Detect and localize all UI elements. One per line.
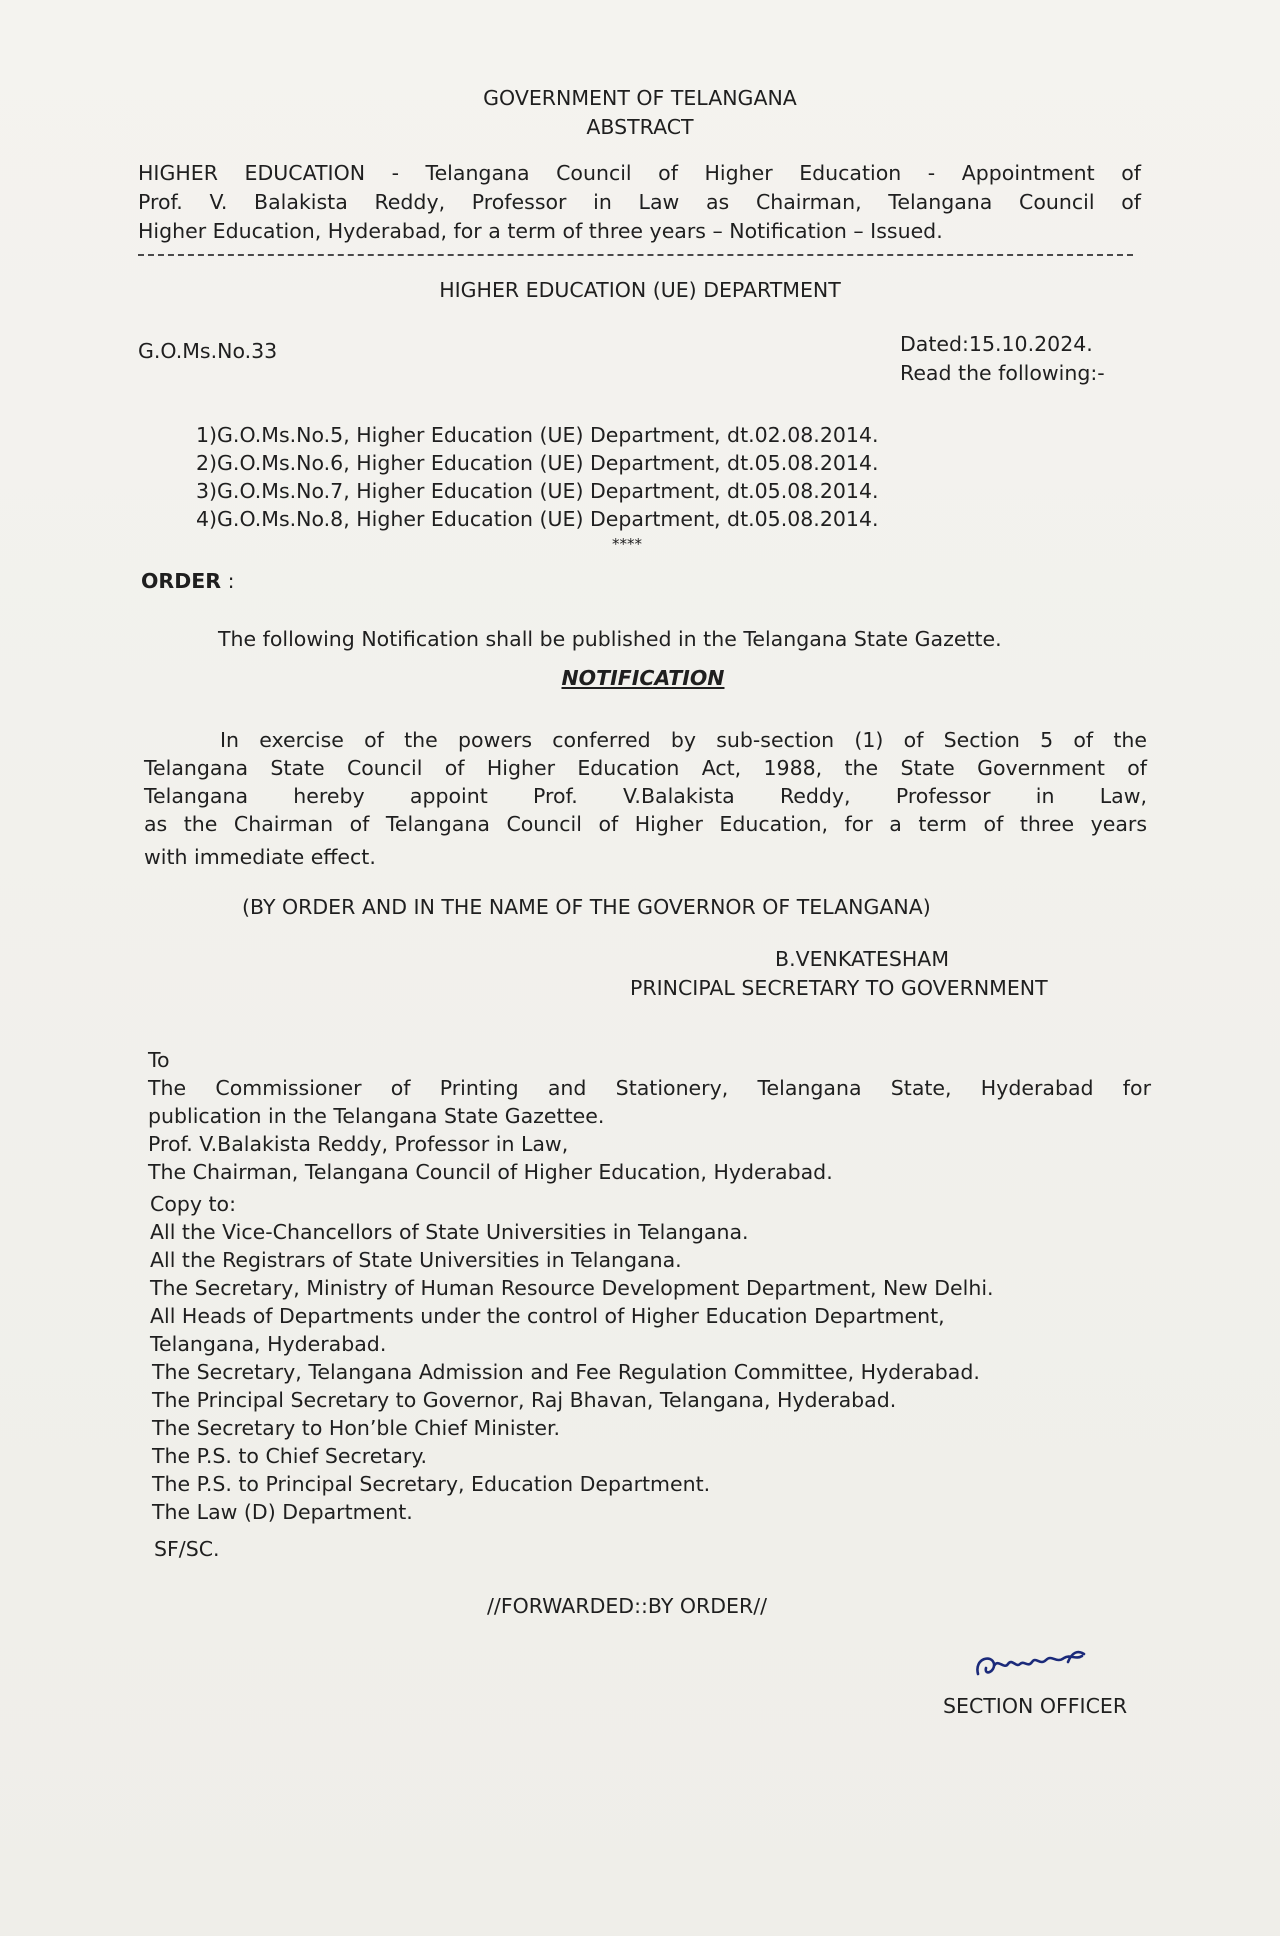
recipient-line: The Chairman, Telangana Council of Higher Education, Hyderabad. <box>148 1160 833 1184</box>
dashed-divider <box>138 254 1133 256</box>
signatory-title: PRINCIPAL SECRETARY TO GOVERNMENT <box>630 976 1048 1000</box>
recipient-line: Prof. V.Balakista Reddy, Professor in Law, <box>148 1132 569 1156</box>
copy-to-label: Copy to: <box>150 1192 237 1216</box>
to-label: To <box>148 1048 170 1072</box>
subject-line: HIGHER EDUCATION - Telangana Council of Higher Education - Appointment of <box>138 161 1141 185</box>
separator-stars: **** <box>612 535 642 553</box>
notification-title: NOTIFICATION <box>561 666 725 690</box>
subject-line: Higher Education, Hyderabad, for a term of three years – Notification – Issued. <box>138 219 943 243</box>
recipient-line: publication in the Telangana State Gazettee. <box>148 1104 605 1128</box>
signatory-name: B.VENKATESHAM <box>775 947 950 971</box>
reference-item: 4)G.O.Ms.No.8, Higher Education (UE) Department, dt.05.08.2014. <box>196 507 879 531</box>
notification-line: with immediate effect. <box>144 845 376 869</box>
by-order-line: (BY ORDER AND IN THE NAME OF THE GOVERNOR OF TELANGANA) <box>242 895 931 919</box>
forwarded-line: //FORWARDED::BY ORDER// <box>487 1594 768 1618</box>
recipient-line: The Commissioner of Printing and Stationery, Telangana State, Hyderabad for <box>148 1076 1151 1100</box>
section-officer-label: SECTION OFFICER <box>943 1694 1128 1718</box>
copy-to-item: The P.S. to Principal Secretary, Education Department. <box>152 1472 711 1496</box>
copy-to-item: The Secretary to Hon’ble Chief Minister. <box>152 1416 561 1440</box>
copy-to-item: The Secretary, Telangana Admission and Fee Regulation Committee, Hyderabad. <box>152 1360 980 1384</box>
go-number: G.O.Ms.No.33 <box>138 339 278 363</box>
notification-line: In exercise of the powers conferred by sub-section (1) of Section 5 of the <box>220 728 1147 752</box>
copy-to-item: The P.S. to Chief Secretary. <box>152 1444 428 1468</box>
handwritten-signature-icon <box>972 1640 1122 1690</box>
copy-to-item: Telangana, Hyderabad. <box>150 1332 387 1356</box>
order-text: The following Notification shall be published in the Telangana State Gazette. <box>218 627 1002 651</box>
department-heading: HIGHER EDUCATION (UE) DEPARTMENT <box>439 278 841 302</box>
copy-to-item: SF/SC. <box>154 1537 220 1561</box>
read-following: Read the following:- <box>900 361 1105 385</box>
reference-item: 1)G.O.Ms.No.5, Higher Education (UE) Department, dt.02.08.2014. <box>196 423 879 447</box>
copy-to-item: The Principal Secretary to Governor, Raj Bhavan, Telangana, Hyderabad. <box>152 1388 897 1412</box>
order-colon: : <box>227 569 235 593</box>
government-heading: GOVERNMENT OF TELANGANA <box>483 86 797 110</box>
order-label: ORDER <box>141 569 222 593</box>
copy-to-item: All the Registrars of State Universities in Telangana. <box>150 1248 682 1272</box>
copy-to-item: The Law (D) Department. <box>152 1500 413 1524</box>
reference-item: 2)G.O.Ms.No.6, Higher Education (UE) Department, dt.05.08.2014. <box>196 451 879 475</box>
copy-to-item: All the Vice-Chancellors of State Universities in Telangana. <box>150 1220 749 1244</box>
reference-item: 3)G.O.Ms.No.7, Higher Education (UE) Department, dt.05.08.2014. <box>196 479 879 503</box>
notification-line: Telangana State Council of Higher Education Act, 1988, the State Government of <box>144 756 1147 780</box>
notification-line: Telangana hereby appoint Prof. V.Balakista Reddy, Professor in Law, <box>144 784 1147 808</box>
copy-to-item: The Secretary, Ministry of Human Resource Development Department, New Delhi. <box>150 1276 994 1300</box>
notification-line: as the Chairman of Telangana Council of Higher Education, for a term of three years <box>144 812 1147 836</box>
abstract-heading: ABSTRACT <box>586 115 694 139</box>
subject-line: Prof. V. Balakista Reddy, Professor in Law as Chairman, Telangana Council of <box>138 190 1141 214</box>
copy-to-item: All Heads of Departments under the control of Higher Education Department, <box>150 1304 945 1328</box>
go-date: Dated:15.10.2024. <box>900 332 1093 356</box>
